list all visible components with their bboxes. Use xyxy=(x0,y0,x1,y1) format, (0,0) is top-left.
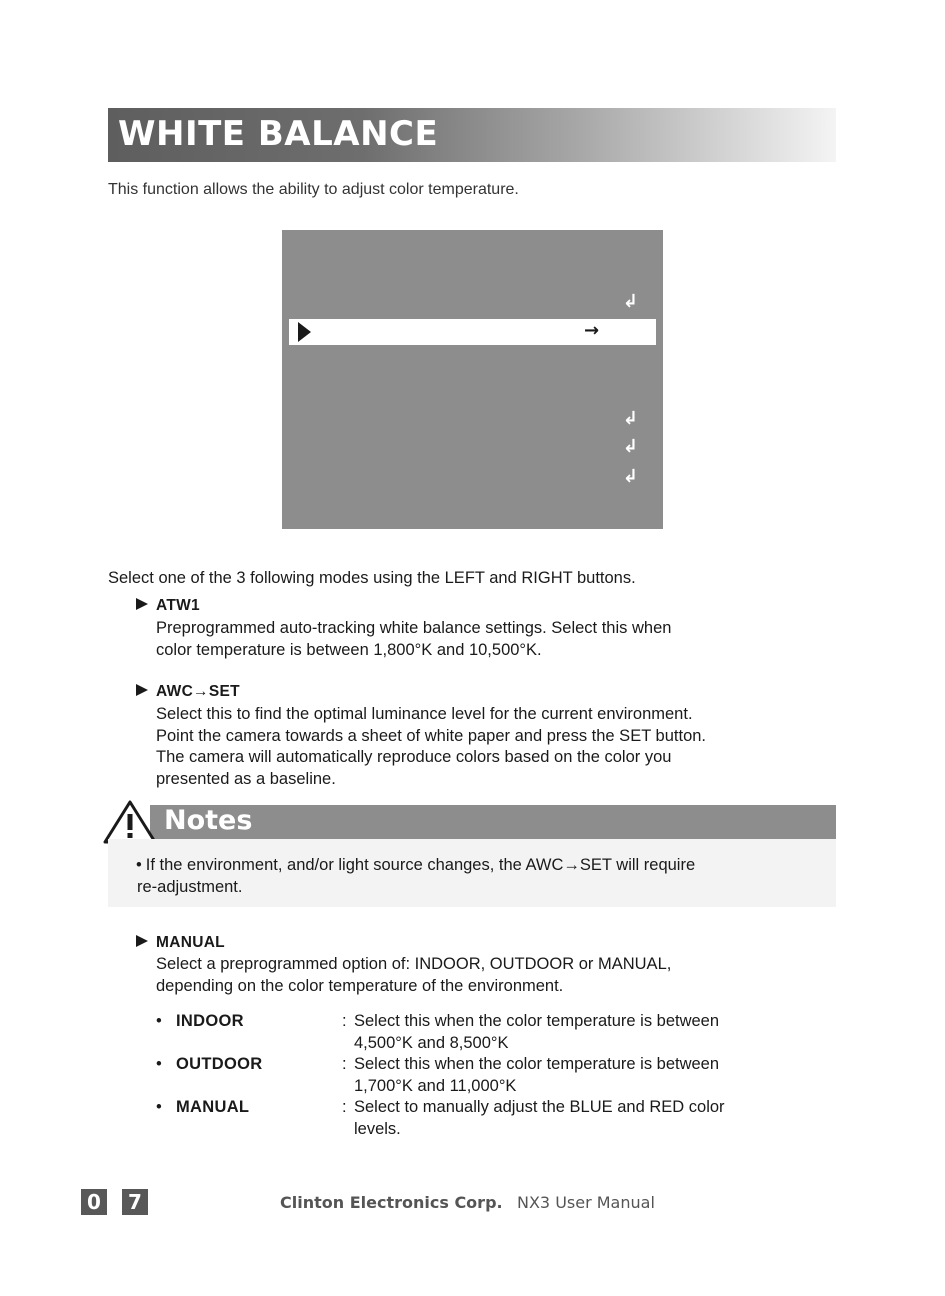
enter-icon: ↲ xyxy=(622,408,638,429)
mode-description-manual: Select a preprogrammed option of: INDOOR, OUTDOOR or MANUAL, depending on the color temperature of the environment. xyxy=(156,955,672,995)
page-number-digit: 0 xyxy=(81,1189,107,1215)
title-bar xyxy=(108,108,836,162)
mode-heading-atw1: ATW1 xyxy=(136,597,200,615)
intro-text: This function allows the ability to adjust color temperature. xyxy=(108,181,519,198)
page-title: WHITE BALANCE xyxy=(118,114,439,154)
lead-text: Select one of the 3 following modes using the LEFT and RIGHT buttons. xyxy=(108,569,636,587)
note-item: • If the environment, and/or light source changes, the AWC→SET will require re-adjustment. xyxy=(136,856,696,896)
mode-heading-manual: MANUAL xyxy=(136,934,225,952)
notes-title: Notes xyxy=(164,805,253,836)
triangle-bullet-icon xyxy=(136,684,148,696)
footer-company: Clinton Electronics Corp. xyxy=(280,1193,503,1212)
menu-row xyxy=(289,407,656,433)
triangle-bullet-icon xyxy=(136,598,148,610)
enter-icon: ↲ xyxy=(622,466,638,487)
arrow-right-icon: → xyxy=(584,320,600,341)
pointer-icon xyxy=(298,322,311,342)
page-number-digit: 7 xyxy=(122,1189,148,1215)
enter-icon: ↲ xyxy=(622,291,638,312)
triangle-bullet-icon xyxy=(136,935,148,947)
mode-description-awc-set: Select this to find the optimal luminance level for the current environment. Point the camera towards a sheet of white paper and press the SET button. The camera will automatically reproduce colors based on the color you presented as a baseline. xyxy=(156,705,707,788)
menu-row xyxy=(289,290,656,316)
enter-icon: ↲ xyxy=(622,436,638,457)
mode-heading-awc-set: AWC→SET xyxy=(136,683,240,701)
menu-row xyxy=(289,465,656,491)
footer-manual-title: NX3 User Manual xyxy=(517,1193,655,1212)
mode-description-atw1: Preprogrammed auto-tracking white balance settings. Select this when color temperature is between 1,800°K and 10,500°K. xyxy=(156,619,672,659)
menu-row xyxy=(289,435,656,461)
notes-header-bar xyxy=(150,805,836,839)
notes-box xyxy=(108,839,836,907)
menu-row-selected xyxy=(289,319,656,345)
osd-menu-screenshot xyxy=(282,230,663,529)
